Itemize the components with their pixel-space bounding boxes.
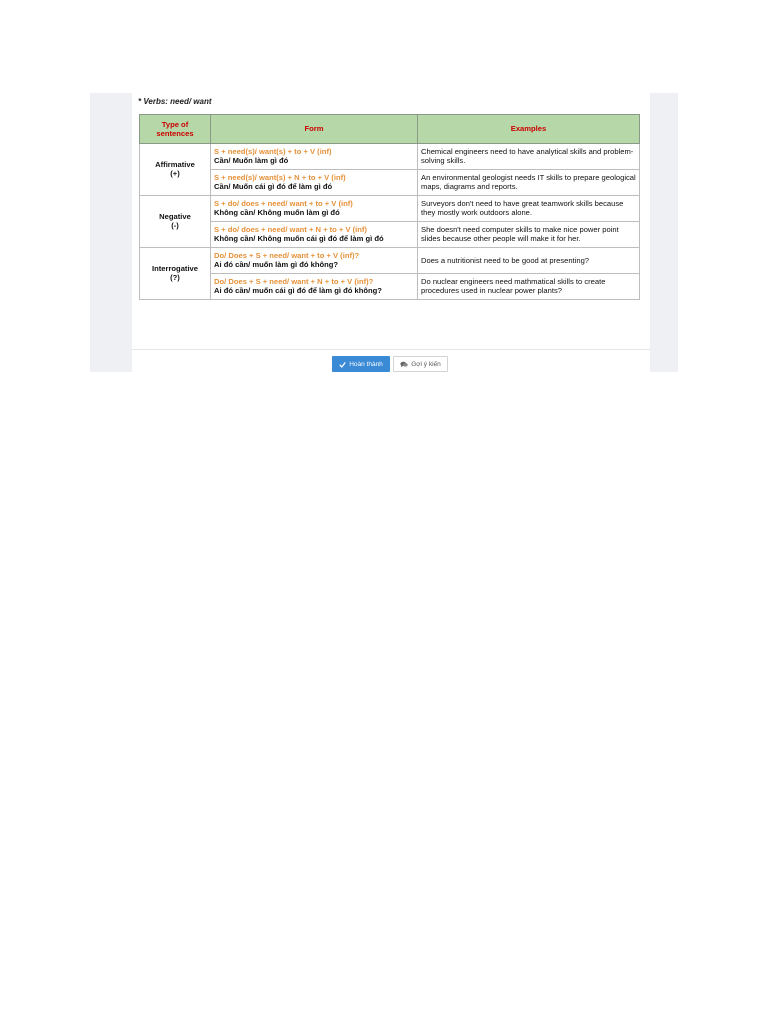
complete-button-label: Hoàn thành: [349, 360, 383, 368]
comments-icon: [400, 361, 408, 368]
type-cell-negative: [140, 195, 211, 247]
example-cell: Chemical engineers need to have analytical skills and problem-solving skills.: [418, 144, 640, 170]
type-label: Negative: [159, 211, 191, 221]
header-examples: Examples: [418, 115, 640, 144]
type-symbol: (-): [171, 221, 179, 231]
suggest-button[interactable]: [393, 356, 448, 372]
form-formula: Do/ Does + S + need/ want + to + V (inf)?: [214, 250, 360, 260]
form-formula: S + need(s)/ want(s) + to + V (inf): [214, 147, 332, 156]
form-cell: [211, 144, 418, 170]
form-meaning: Ai đó cần/ muốn làm gì đó không?: [214, 260, 339, 270]
type-symbol: (?): [170, 273, 180, 283]
table-header-row: [140, 115, 640, 144]
complete-button[interactable]: [332, 356, 390, 372]
table-row: [140, 221, 640, 247]
form-cell: [211, 221, 418, 247]
type-label: Interrogative: [152, 263, 198, 273]
example-cell: Do nuclear engineers need mathmatical skills to create procedures used in nuclear power plants?: [418, 273, 640, 299]
footer-divider: [132, 349, 650, 350]
table-row: [140, 247, 640, 273]
example-cell: She doesn't need computer skills to make nice power point slides because other people will make it for her.: [418, 221, 640, 247]
form-cell: [211, 273, 418, 299]
section-heading: * Verbs: need/ want: [138, 97, 212, 106]
form-meaning: Không cần/ Không muốn làm gì đó: [214, 208, 340, 218]
form-meaning: Cần/ Muốn làm gì đó: [214, 156, 289, 166]
header-type: Type of sentences: [140, 115, 211, 144]
type-symbol: (+): [170, 169, 180, 179]
table-row: [140, 169, 640, 195]
example-cell: Surveyors don't need to have great teamwork skills because they mostly work outdoors alone.: [418, 195, 640, 221]
form-formula: S + need(s)/ want(s) + N + to + V (inf): [214, 172, 346, 182]
form-cell: [211, 247, 418, 273]
form-meaning: Cần/ Muốn cái gì đó để làm gì đó: [214, 182, 333, 192]
form-formula: S + do/ does + need/ want + to + V (inf): [214, 198, 353, 208]
type-cell-affirmative: [140, 144, 211, 196]
form-meaning: Không cần/ Không muốn cái gì đó để làm gì đó: [214, 234, 384, 244]
form-meaning: Ai đó cần/ muốn cái gì đó để làm gì đó không?: [214, 286, 382, 296]
check-icon: [339, 361, 346, 368]
form-cell: [211, 195, 418, 221]
table-row: [140, 144, 640, 170]
form-formula: Do/ Does + S + need/ want + N + to + V (inf)?: [214, 276, 374, 286]
table-row: [140, 195, 640, 221]
form-formula: S + do/ does + need/ want + N + to + V (inf): [214, 224, 367, 234]
table-row: [140, 273, 640, 299]
type-label: Affirmative: [155, 159, 195, 169]
header-form: Form: [211, 115, 418, 144]
example-cell: An environmental geologist needs IT skills to prepare geological maps, diagrams and reports.: [418, 169, 640, 195]
suggest-button-label: Gợi ý kiến: [411, 360, 441, 368]
type-cell-interrogative: [140, 247, 211, 299]
form-cell: [211, 169, 418, 195]
grammar-table: [139, 114, 640, 300]
example-cell: Does a nutritionist need to be good at presenting?: [418, 247, 640, 273]
